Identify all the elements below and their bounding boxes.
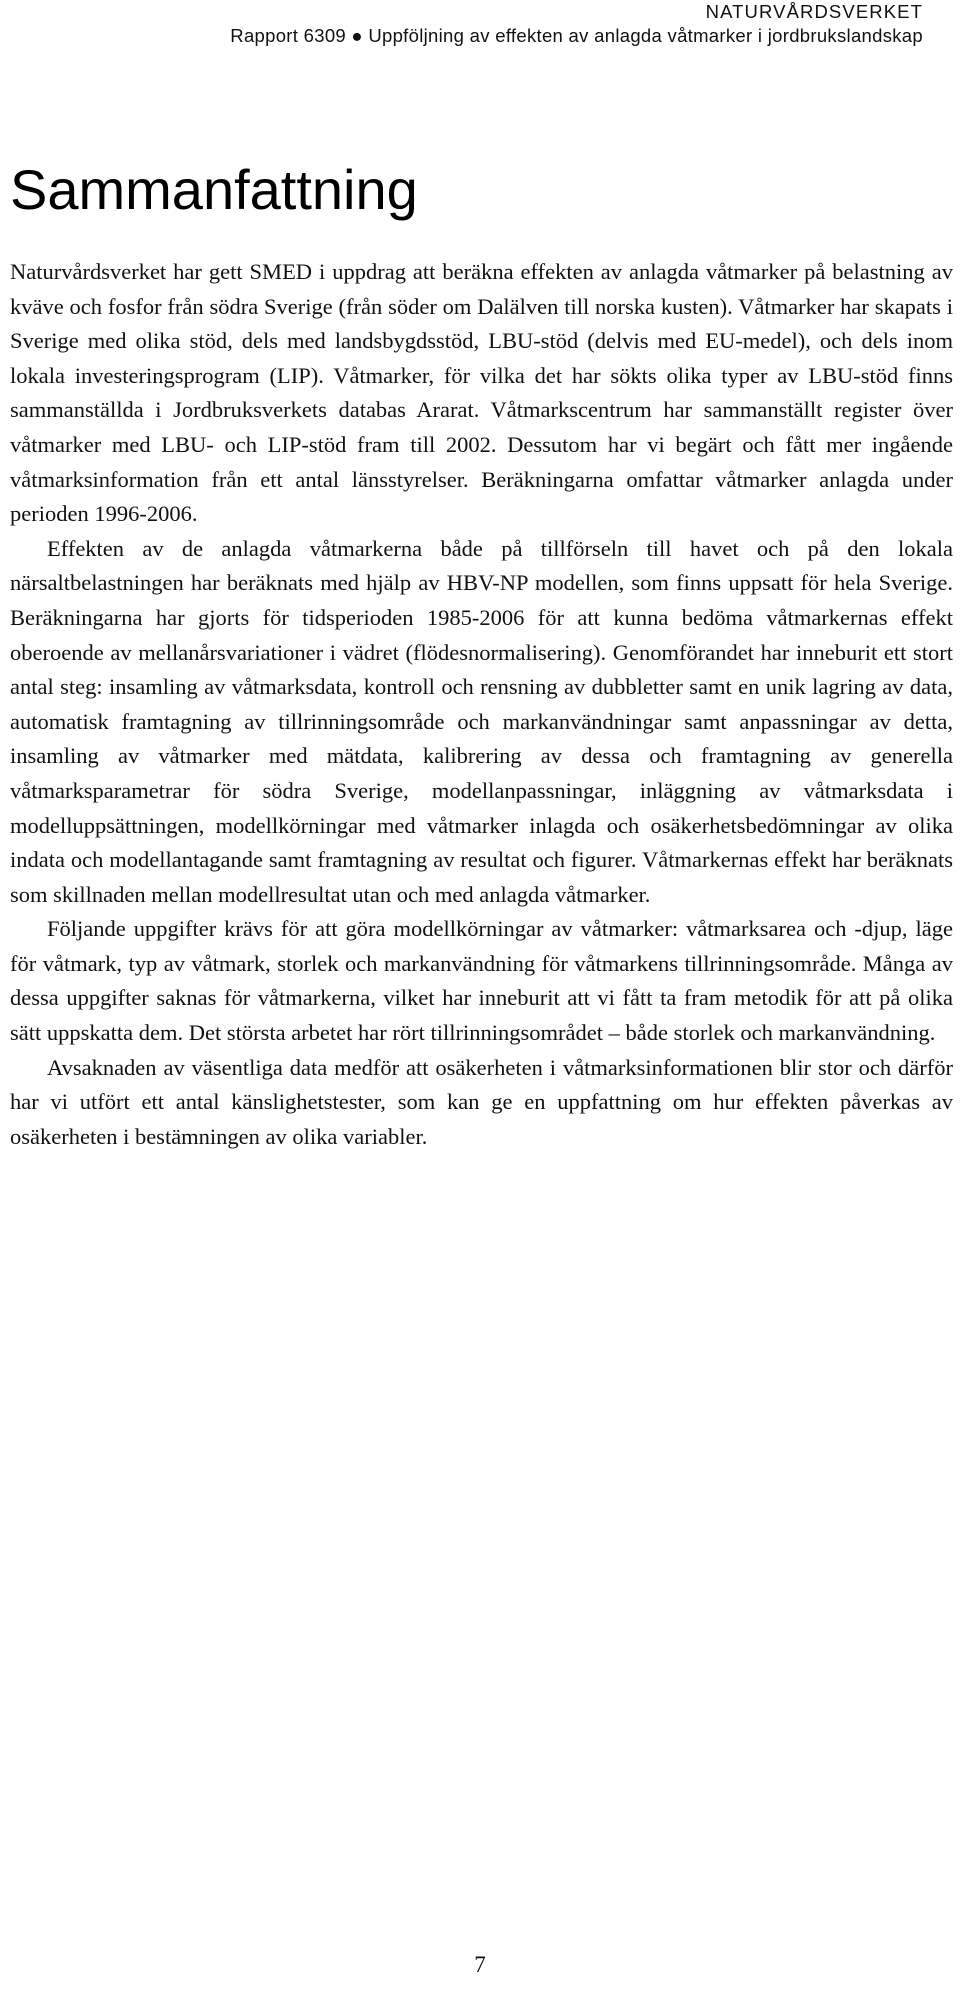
paragraph-1: Naturvårdsverket har gett SMED i uppdrag att beräkna effekten av anlagda våtmarker på belastning av kväve och fosfor från södra Sverige (från söder om Dalälven till norska kusten). Våtmarker har skapats i Sverige med olika stöd, dels med landsbygdsstöd, LBU-stöd (delvis med EU-medel), och dels inom lokala investeringsprogram (LIP). Våtmarker, för vilka det har sökts olika typer av LBU-stöd finns sammanställda i Jordbruksverkets databas Ararat. Våtmarkscentrum har sammanställt register över våtmarker med LBU- och LIP-stöd fram till 2002. Dessutom har vi begärt och fått mer ingående våtmarksinformation från ett antal länsstyrelser. Beräkningarna omfattar våtmarker anlagda under perioden 1996-2006.: [10, 259, 953, 527]
summary-body: [10, 255, 953, 1154]
paragraph-4: Avsaknaden av väsentliga data medför att osäkerheten i våtmarksinformationen blir stor och därför har vi utfört ett antal känslighetstester, som kan ge en uppfattning om hur effekten påverkas av osäkerheten i bestämningen av olika variabler.: [10, 1054, 953, 1149]
running-header: [230, 0, 923, 48]
paragraph-3: Följande uppgifter krävs för att göra modellkörningar av våtmarker: våtmarksarea och -djup, läge för våtmark, typ av våtmark, storlek och markanvändning för våtmarkens tillrinningsområde. Många av dessa uppgifter saknas för våtmarkerna, vilket har inneburit att vi fått ta fram metodik för att på olika sätt uppskatta dem. Det största arbetet har rört tillrinningsområdet – både storlek och markanvändning.: [10, 916, 953, 1046]
report-title-line: Rapport 6309 ● Uppföljning av effekten av anlagda våtmarker i jordbrukslandskap: [230, 25, 923, 46]
paragraph-2: Effekten av de anlagda våtmarkerna både på tillförseln till havet och på den lokala närsaltbelastningen har beräknats med hjälp av HBV-NP modellen, som finns uppsatt för hela Sverige. Beräkningarna har gjorts för tidsperioden 1985-2006 för att kunna bedöma våtmarkernas effekt oberoende av mellanårsvariationer i vädret (flödesnormalisering). Genomförandet har inneburit ett stort antal steg: insamling av våtmarksdata, kontroll och rensning av dubbletter samt en unik lagring av data, automatisk framtagning av tillrinningsområde och markanvändningar samt anpassningar av detta, insamling av våtmarker med mätdata, kalibrering av dessa och framtagning av generella våtmarksparametrar för södra Sverige, modellanpassningar, inläggning av våtmarksdata i modelluppsättningen, modellkörningar med våtmarker inlagda och osäkerhetsbedömningar av olika indata och modellantagande samt framtagning av resultat och figurer. Våtmarkernas effekt har beräknats som skillnaden mellan modellresultat utan och med anlagda våtmarker.: [10, 535, 953, 907]
organization-name: NATURVÅRDSVERKET: [705, 1, 923, 22]
page-title: Sammanfattning: [10, 158, 418, 221]
page-number: 7: [474, 1952, 486, 1977]
